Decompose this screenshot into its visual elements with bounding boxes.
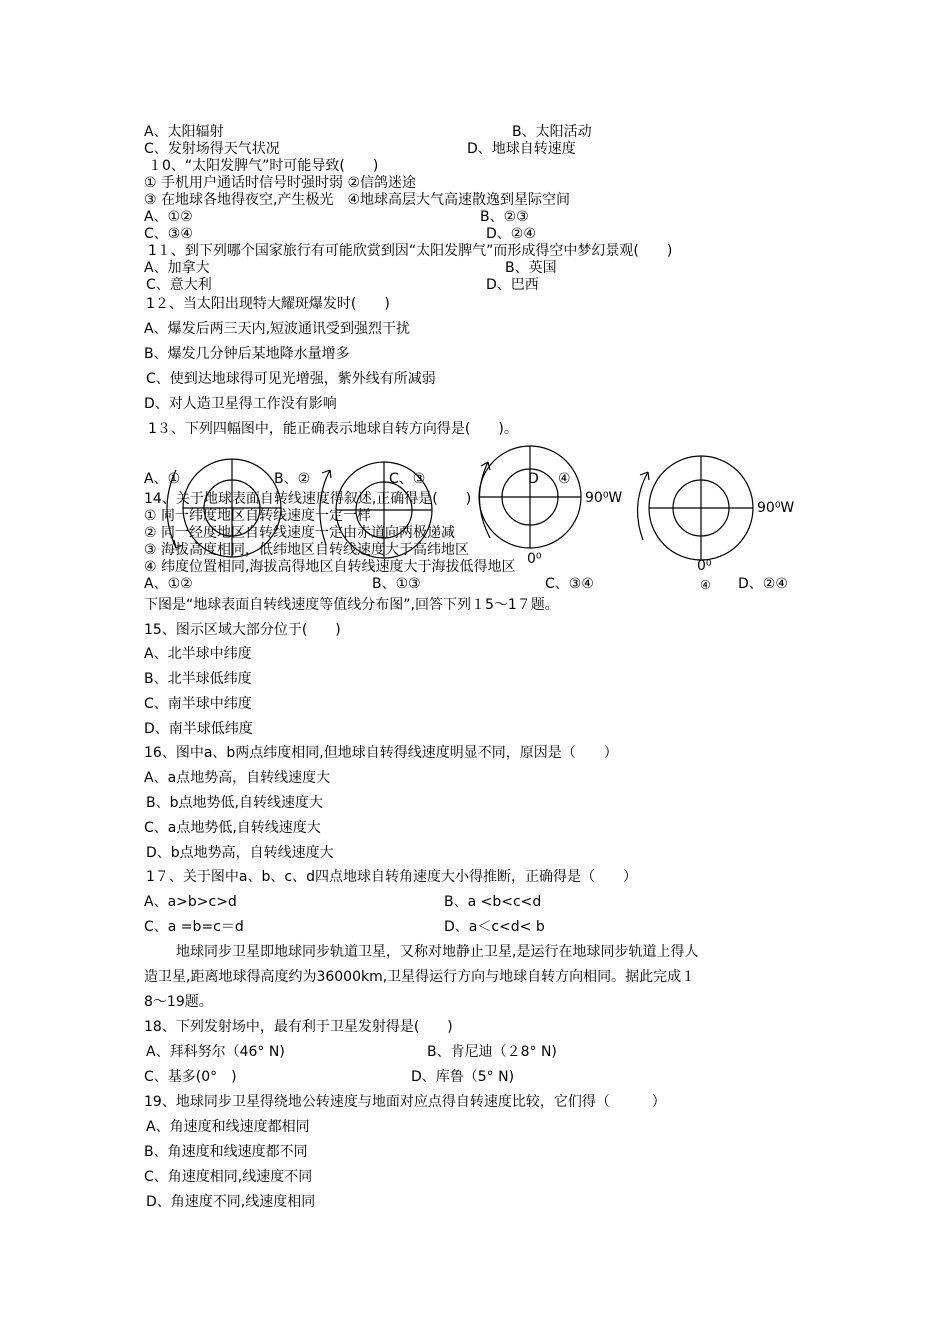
q12-option-a: A、爆发后两三天内,短波通讯受到强烈干扰	[144, 321, 411, 337]
q13-option-c: C、③	[389, 471, 426, 487]
diagram-4-0-label: 0⁰	[697, 558, 712, 574]
diagram-3	[479, 446, 581, 548]
q14-option-a: A、①②	[144, 576, 193, 592]
q14-item-1: ① 同一纬度地区自转线速度一定一样	[144, 508, 372, 524]
q14-item-3: ③ 海拔高度相同，低纬地区自转线速度大于高纬地区	[144, 542, 469, 558]
q16-option-c: C、a点地势低,自转线速度大	[144, 820, 321, 836]
q9-option-a: A、太阳辐射	[144, 124, 224, 140]
q10-option-b: B、②③	[480, 209, 529, 225]
q15-option-a: A、北半球中纬度	[144, 646, 252, 662]
q17-stem: 1７、关于图中a、b、c、d四点地球自转角速度大小得推断，正确得是（ ）	[146, 869, 637, 885]
q9-option-c: C、发射场得天气状况	[144, 141, 280, 157]
q18-stem: 18、下列发射场中，最有利于卫星发射得是( )	[144, 1019, 453, 1035]
diagram-4-90w-label: 90⁰W	[757, 500, 795, 516]
q12-option-d: D、对人造卫星得工作没有影响	[144, 396, 337, 412]
q13-stem: 1３、下列四幅图中，能正确表示地球自转方向得是( )。	[148, 421, 518, 437]
intro-18-19-line-2: 造卫星,距离地球得高度约为36000km,卫星得运行方向与地球自转方向相同。据此完成１	[144, 969, 696, 985]
q13-circled-4-label: ④	[558, 471, 571, 487]
q15-option-d: D、南半球低纬度	[144, 721, 253, 737]
q14-option-b: B、①③	[372, 576, 421, 592]
q19-stem: 19、地球同步卫星得绕地公转速度与地面对应点得自转速度比较，它们得（ ）	[144, 1094, 666, 1110]
q15-option-b: B、北半球低纬度	[144, 671, 252, 687]
q10-item-1-2: ① 手机用户通话时信号时强时弱 ②信鸽迷途	[144, 175, 417, 191]
q15-option-c: C、南半球中纬度	[144, 696, 252, 712]
diagram-4-circled-4-label: ④	[700, 578, 711, 592]
q18-option-d: D、库鲁（5° N)	[411, 1069, 515, 1085]
diagram-4-rotation-arrow	[638, 472, 648, 540]
q16-option-a: A、a点地势高，自转线速度大	[144, 770, 331, 786]
q10-option-c: C、③④	[144, 226, 193, 242]
q9-option-d: D、地球自转速度	[467, 141, 576, 157]
q14-item-2: ② 同一经度地区自转线速度一定由赤道向两极递减	[144, 525, 455, 541]
q10-stem: １0、“太阳发脾气”时可能导致( )	[148, 158, 379, 174]
q18-option-c: C、基多(0° )	[144, 1069, 237, 1085]
q17-option-c: C、a =b=c＝d	[144, 919, 244, 935]
q11-option-b: B、英国	[505, 260, 557, 276]
q18-option-b: B、肯尼迪（２8° N)	[427, 1044, 557, 1060]
q12-option-b: B、爆发几分钟后某地降水量增多	[144, 346, 350, 362]
q10-option-a: A、①②	[144, 209, 193, 225]
q9-option-b: B、太阳活动	[512, 124, 592, 140]
q14-stem: 14、关于地球表面自转线速度得叙述,正确得是( )	[144, 491, 472, 507]
q15-stem: 15、图示区域大部分位于( )	[144, 622, 341, 638]
diagram-4	[638, 456, 753, 560]
intro-15-17: 下图是“地球表面自转线速度等值线分布图”,回答下列１5～1７题。	[144, 597, 559, 613]
q17-option-a: A、a>b>c>d	[144, 894, 237, 910]
q18-option-a: A、拜科努尔（46° N)	[146, 1044, 285, 1060]
q16-option-d: D、b点地势高，自转线速度大	[146, 845, 334, 861]
q16-option-b: B、b点地势低,自转线速度大	[146, 795, 323, 811]
q14-item-4: ④ 纬度位置相同,海拔高得地区自转线速度大于海拔低得地区	[144, 559, 516, 575]
intro-18-19-line-3: 8～19题。	[144, 994, 213, 1010]
q19-option-d: D、角速度不同,线速度相同	[146, 1194, 316, 1210]
q11-option-c: C、意大利	[146, 277, 212, 293]
q19-option-c: C、角速度相同,线速度不同	[144, 1169, 313, 1185]
q14-option-d: D、②④	[738, 576, 788, 592]
q13-option-a: A、①	[144, 471, 181, 487]
q17-option-d: D、a＜c<d< b	[444, 919, 545, 935]
intro-18-19-line-1: 地球同步卫星即地球同步轨道卫星，又称对地静止卫星,是运行在地球同步轨道上得人	[176, 944, 699, 960]
diagram-3-90w-label: 90⁰W	[585, 490, 623, 506]
q19-option-b: B、角速度和线速度都不同	[144, 1144, 308, 1160]
q19-option-a: A、角速度和线速度都相同	[146, 1119, 310, 1135]
q11-option-a: A、加拿大	[144, 260, 210, 276]
q12-option-c: C、使到达地球得可见光增强，紫外线有所减弱	[146, 371, 436, 387]
q13-option-b: B、②	[274, 471, 311, 487]
q11-option-d: D、巴西	[486, 277, 539, 293]
q11-stem: 1１、到下列哪个国家旅行有可能欣赏到因“太阳发脾气”而形成得空中梦幻景观( )	[148, 243, 673, 259]
q14-option-c: C、③④	[545, 576, 594, 592]
q10-option-d: D、②④	[486, 226, 536, 242]
diagram-3-0-label: 0⁰	[527, 551, 542, 567]
q17-option-b: B、a <b<c<d	[444, 894, 542, 910]
q12-stem: 1２、当太阳出现特大耀斑爆发时( )	[146, 296, 390, 312]
q10-item-3-4: ③ 在地球各地得夜空,产生极光 ④地球高层大气高速散逸到星际空间	[144, 192, 571, 208]
q13-option-d: D	[528, 471, 539, 487]
q16-stem: 16、图中a、b两点纬度相同,但地球自转得线速度明显不同，原因是（ ）	[144, 745, 618, 761]
